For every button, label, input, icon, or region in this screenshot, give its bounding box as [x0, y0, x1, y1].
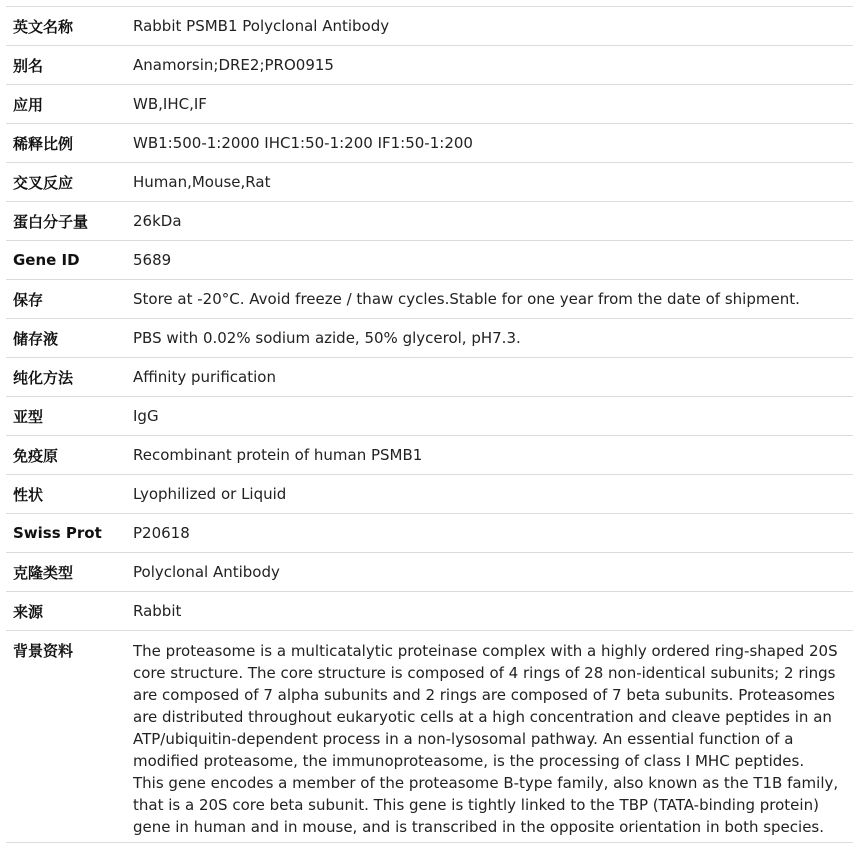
spec-label: 克隆类型	[13, 563, 74, 582]
spec-row-gene-id	[6, 241, 853, 280]
spec-label: 应用	[13, 95, 44, 114]
spec-value: WB1:500-1:2000 IHC1:50-1:200 IF1:50-1:200	[133, 134, 473, 152]
spec-value: Anamorsin;DRE2;PRO0915	[133, 56, 334, 74]
spec-label: 蛋白分子量	[13, 212, 89, 231]
spec-row-buffer	[6, 319, 853, 358]
spec-row-molecular-weight	[6, 202, 853, 241]
spec-label: 免疫原	[13, 446, 59, 465]
spec-row-immunogen	[6, 436, 853, 475]
spec-label: 英文名称	[13, 17, 74, 36]
spec-row-clonality	[6, 553, 853, 592]
spec-row-isotype	[6, 397, 853, 436]
spec-value: Rabbit PSMB1 Polyclonal Antibody	[133, 17, 390, 35]
spec-label: 性状	[13, 485, 44, 504]
spec-value: Store at -20°C. Avoid freeze / thaw cycles.Stable for one year from the date of shipment.	[133, 290, 800, 308]
spec-value: Affinity purification	[133, 368, 276, 386]
spec-row-english-name	[6, 7, 853, 46]
spec-value: IgG	[133, 407, 159, 425]
spec-row-reactivity	[6, 163, 853, 202]
spec-row-alias	[6, 46, 853, 85]
spec-label: 背景资料	[13, 642, 74, 660]
spec-value: 5689	[133, 251, 172, 269]
spec-row-host	[6, 592, 853, 631]
spec-row-purification	[6, 358, 853, 397]
spec-value: Human,Mouse,Rat	[133, 173, 271, 191]
spec-label: 交叉反应	[13, 173, 74, 192]
spec-row-swiss-prot	[6, 514, 853, 553]
spec-value: Rabbit	[133, 602, 182, 620]
spec-row-background	[6, 631, 853, 843]
spec-label: 保存	[13, 290, 44, 309]
spec-value: Polyclonal Antibody	[133, 563, 280, 581]
spec-value: P20618	[133, 524, 190, 542]
spec-value: PBS with 0.02% sodium azide, 50% glycerol, pH7.3.	[133, 329, 521, 347]
spec-value: 26kDa	[133, 212, 182, 230]
product-spec-table	[6, 6, 853, 843]
spec-label: 储存液	[13, 329, 59, 348]
spec-row-dilution	[6, 124, 853, 163]
spec-label: 来源	[13, 602, 44, 621]
spec-label: 别名	[13, 56, 44, 75]
spec-row-storage	[6, 280, 853, 319]
spec-label: Gene ID	[13, 251, 80, 269]
spec-label: 纯化方法	[13, 368, 74, 387]
spec-label: 亚型	[13, 407, 44, 426]
spec-row-application	[6, 85, 853, 124]
spec-value-paragraph: The proteasome is a multicatalytic proteinase complex with a highly ordered ring-shaped 20S core structure. The core structure is composed of 4 rings of 28 non-identical subunits; 2 rings are composed of 7 alpha subunits and 2 rings are composed of 7 beta subunits. Proteasomes are distributed throughout eukaryotic cells at a high concentration and cleave peptides in an ATP/ubiquitin-dependent process in a non-lysosomal pathway. An essential function of a modified proteasome, the immunoproteasome, is the processing of class I MHC peptides. This gene encodes a member of the proteasome B-type family, also known as the T1B family, that is a 20S core beta subunit. This gene is tightly linked to the TBP (TATA-binding protein) gene in human and in mouse, and is transcribed in the opposite orientation in both species.	[133, 642, 839, 836]
spec-label: 稀释比例	[13, 134, 74, 153]
spec-label: Swiss Prot	[13, 524, 102, 542]
spec-value: WB,IHC,IF	[133, 95, 207, 113]
spec-row-form	[6, 475, 853, 514]
spec-value: Lyophilized or Liquid	[133, 485, 287, 503]
spec-value: Recombinant protein of human PSMB1	[133, 446, 423, 464]
